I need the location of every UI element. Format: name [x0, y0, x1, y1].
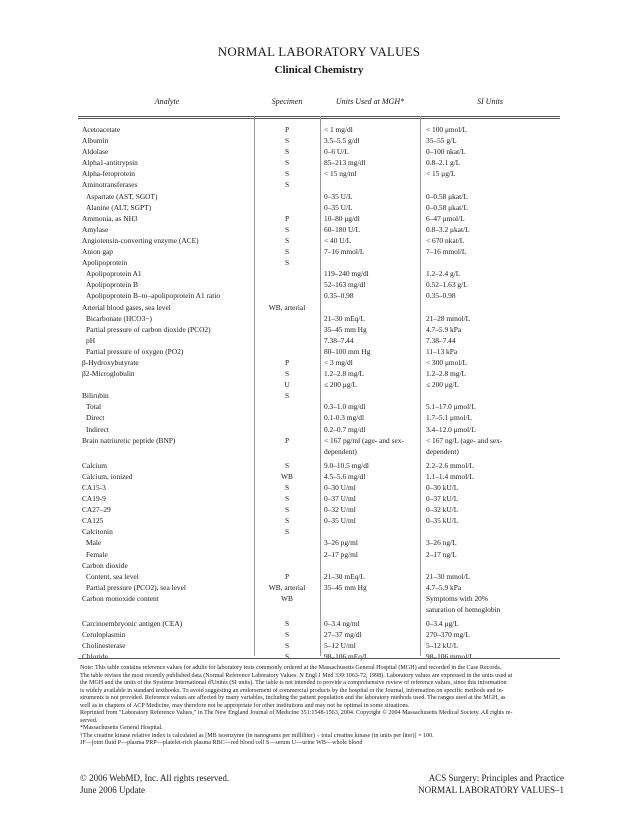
mgh-units-cell: 4.5–5.6 mg/dl	[324, 471, 366, 481]
table-row	[80, 424, 560, 435]
analyte-cell: Female	[86, 549, 108, 559]
table-row	[80, 471, 560, 482]
analyte-cell: Carbon monoxide content	[82, 593, 159, 603]
note-line: served.	[80, 717, 98, 724]
specimen-cell: S	[284, 494, 290, 504]
specimen-cell: S	[284, 483, 290, 492]
analyte-cell: Acetoacetate	[82, 125, 121, 134]
si-units-cell: 98–106 mmol/L	[426, 652, 474, 662]
analyte-cell: Bilirubin	[82, 391, 109, 401]
mgh-units-cell: 35–45 mm Hg	[324, 324, 367, 334]
analyte-cell: Indirect	[86, 424, 109, 434]
table-row	[80, 582, 560, 593]
specimen-cell: P	[284, 125, 290, 134]
mgh-units-cell: < 167 pg/ml (age- and sex-	[324, 435, 404, 445]
analyte-cell: Alpha-fetoprotein	[82, 169, 135, 179]
table-row	[80, 257, 560, 268]
note-line: JF—joint fluid P—plasma PRP—platelet-rich plasma RBC—red blood cell S—serum U—urine WB—whole blood	[80, 740, 363, 746]
lab-values-table	[80, 124, 560, 663]
mgh-units-cell: 0–37 U/ml	[324, 494, 356, 504]
specimen-cell: S	[284, 180, 290, 190]
header-rule-bottom	[78, 118, 560, 119]
copyright-text: © 2006 WebMD, Inc. All rights reserved.	[80, 773, 230, 783]
note-line: the MGH and the units of the Système International d'Unités (SI units). The table is not intended to provide a comprehensive review of reference values, since this information	[80, 680, 507, 686]
section-title: Clinical Chemistry	[274, 64, 364, 76]
mgh-units-cell: 3.5–5.5 g/dl	[324, 136, 360, 146]
table-row	[80, 640, 560, 651]
analyte-cell: Aspartate (AST, SGOT)	[86, 191, 158, 201]
table-row	[80, 593, 560, 604]
analyte-cell: Alanine (ALT, SGPT)	[86, 202, 152, 212]
si-units-cell: 3–26 ng/L	[426, 538, 457, 548]
analyte-cell: Partial pressure (PCO2), sea level	[86, 582, 186, 592]
si-units-cell: 0–100 nkat/L	[426, 147, 466, 157]
si-units-cell: 1.2–2.8 mg/L	[426, 369, 467, 379]
specimen-cell: S	[284, 158, 290, 168]
si-units-cell	[420, 302, 560, 313]
table-row	[80, 379, 560, 390]
table-row	[80, 302, 560, 313]
mgh-units-cell: 21–30 mEq/L	[324, 313, 365, 323]
analyte-cell: Cholinesterase	[82, 641, 126, 651]
mgh-units-cell: 7–16 mmol/L	[324, 247, 365, 257]
mgh-units-cell: 7.38–7.44	[324, 335, 354, 345]
si-units-cell: 1.1–1.4 mmol/L	[426, 471, 474, 481]
table-row	[80, 168, 560, 179]
mgh-units-cell: 119–240 mg/dl	[324, 269, 369, 279]
specimen-cell	[254, 560, 320, 571]
analyte-cell: Carbon dioxide	[82, 560, 128, 570]
mgh-units-cell: < 3 mg/dl	[324, 357, 353, 367]
mgh-units-cell: 3–26 pg/ml	[324, 538, 358, 548]
analyte-cell: Arterial blood gases, sea level	[82, 302, 171, 312]
si-units-cell: dependent)	[426, 446, 459, 456]
si-units-cell: < 167 ng/L (age- and sex-	[426, 435, 503, 445]
specimen-cell: WB, arterial	[268, 302, 306, 312]
specimen-cell	[254, 401, 320, 412]
si-units-cell	[420, 526, 560, 537]
specimen-cell: S	[284, 505, 290, 515]
table-row	[80, 571, 560, 582]
si-units-cell: 3.4–12.0 μmol/L	[426, 424, 476, 434]
si-units-cell: 6–47 μmol/L	[426, 213, 465, 223]
note-line: well as in chapters of ACP Medicine, may therefore not be appropriate for other institutions and may not be optimal in some situations.	[80, 702, 410, 709]
specimen-cell: P	[284, 571, 290, 581]
specimen-cell: S	[284, 641, 290, 651]
analyte-cell: Male	[86, 538, 102, 548]
analyte-cell: Carcinoembryonic antigen (CEA)	[82, 619, 183, 629]
mgh-units-cell: 35–45 mm Hg	[324, 582, 367, 592]
page-title: NORMAL LABORATORY VALUES	[217, 44, 421, 59]
mgh-units-cell	[320, 526, 420, 537]
specimen-cell	[254, 424, 320, 435]
specimen-cell	[254, 202, 320, 213]
mgh-units-cell: < 1 mg/dl	[324, 125, 353, 134]
si-units-cell	[420, 560, 560, 571]
footer-left	[80, 772, 229, 796]
mgh-units-cell: 2–17 pg/ml	[324, 549, 358, 559]
book-title: ACS Surgery: Principles and Practice	[428, 773, 564, 783]
analyte-cell	[80, 446, 254, 457]
specimen-cell	[254, 446, 320, 457]
si-units-cell: 1.7–5.1 μmol/L	[426, 413, 473, 423]
si-units-cell: 35–55 g/L	[426, 136, 457, 146]
table-row	[80, 537, 560, 548]
specimen-cell: S	[284, 527, 290, 537]
si-units-cell: 0–30 kU/L	[426, 483, 459, 492]
si-units-cell: 4.7–5.9 kPa	[426, 582, 462, 592]
table-row	[80, 515, 560, 526]
table-row	[80, 493, 560, 504]
analyte-cell: CA27–29	[82, 505, 111, 515]
specimen-cell: S	[284, 652, 290, 662]
specimen-cell: WB	[281, 593, 293, 603]
table-row	[80, 224, 560, 235]
table-row	[80, 279, 560, 290]
specimen-cell	[254, 290, 320, 301]
table-row	[80, 124, 560, 135]
mgh-units-cell: 0–6 U/L	[324, 147, 349, 157]
mgh-units-cell: 21–30 mEq/L	[324, 571, 365, 581]
table-row	[80, 268, 560, 279]
mgh-units-cell: 5–12 U/ml	[324, 641, 356, 651]
si-units-cell: 0–3.4 μg/L	[426, 619, 459, 629]
note-line: Note: This table contains reference values for adults for laboratory tests commonly ordered at the Massachusetts General Hospital (MGH) and recorded in the Case Records.	[80, 665, 502, 671]
si-units-cell	[420, 179, 560, 190]
analyte-cell: Calcium, ionized	[82, 471, 133, 481]
si-units-cell: 0.52–1.63 g/L	[426, 280, 468, 290]
note-line: †The creatine kinase relative index is calculated as [MB isoenzyme (in nanograms per milliliter) ÷ total creatine kinase (in units per liter)] × 100.	[80, 732, 434, 739]
si-units-cell: 5–12 kU/L	[426, 641, 459, 651]
analyte-cell: β2-Microglobulin	[82, 369, 135, 379]
analyte-cell	[80, 604, 254, 615]
si-units-cell: ≤ 200 μg/L	[426, 380, 460, 390]
column-header-mgh-units: Units Used at MGH*	[335, 97, 405, 106]
mgh-units-cell: 0.2–0.7 mg/dl	[324, 424, 366, 434]
table-row	[80, 560, 560, 571]
mgh-units-cell: 0–35 U/ml	[324, 516, 356, 526]
analyte-cell: Apolipoprotein B–to–apolipoprotein A1 ratio	[86, 291, 221, 301]
analyte-cell: Brain natriuretic peptide (BNP)	[82, 435, 176, 445]
si-units-cell: saturation of hemoglobin	[426, 605, 501, 615]
table-row	[80, 618, 560, 629]
column-header-analyte: Analyte	[154, 97, 180, 106]
analyte-cell: Amylase	[82, 224, 109, 234]
table-row	[80, 135, 560, 146]
analyte-cell: pH	[86, 335, 96, 345]
mgh-units-cell	[320, 302, 420, 313]
table-row	[80, 191, 560, 202]
analyte-cell: Calcium	[82, 460, 108, 470]
note-line: struments is not provided. Reference values are affected by many variables, including the patient population and the laboratory methods used. The ranges used at the MGH, as	[80, 695, 506, 701]
specimen-cell	[254, 412, 320, 423]
si-units-cell: 1.2–2.4 g/L	[426, 269, 461, 279]
table-row	[80, 357, 560, 368]
column-header-si-units: SI Units	[477, 97, 503, 106]
table-row	[80, 313, 560, 324]
table-row	[80, 629, 560, 640]
analyte-cell: Partial pressure of carbon dioxide (PCO2)	[86, 324, 211, 334]
si-units-cell: 0–35 kU/L	[426, 516, 459, 526]
specimen-cell	[254, 549, 320, 560]
specimen-cell	[254, 335, 320, 346]
specimen-cell: P	[284, 435, 290, 445]
table-row	[80, 290, 560, 301]
mgh-units-cell: 0–35 U/L	[324, 202, 353, 212]
si-units-cell: 270–370 mg/L	[426, 630, 470, 640]
mgh-units-cell: 60–180 U/L	[324, 224, 360, 234]
note-line: Reprinted from "Laboratory Reference Values," in The New England Journal of Medicine 351:1548-1563, 2004. Copyright © 2004 Massachusetts Medical Society. All rights re-	[80, 710, 513, 716]
si-units-cell: 2.2–2.6 mmol/L	[426, 460, 474, 470]
analyte-cell: Albumin	[82, 136, 109, 146]
table-row	[80, 412, 560, 423]
table-row	[80, 335, 560, 346]
mgh-units-cell: 1.2–2.8 mg/L	[324, 369, 365, 379]
analyte-cell: Aminotransferases	[82, 180, 138, 190]
mgh-units-cell: 27–37 mg/dl	[324, 630, 362, 640]
mgh-units-cell: 0–32 U/ml	[324, 505, 356, 515]
specimen-cell	[254, 537, 320, 548]
mgh-units-cell: 0–30 U/ml	[324, 483, 356, 492]
si-units-cell	[420, 390, 560, 401]
analyte-cell: Direct	[86, 413, 105, 423]
si-units-cell: < 300 μmol/L	[426, 357, 467, 367]
si-units-cell: 0.8–2.1 g/L	[426, 158, 461, 168]
update-text: June 2006 Update	[80, 785, 145, 795]
si-units-cell: 11–13 kPa	[426, 346, 458, 356]
analyte-cell: Apolipoprotein A1	[86, 269, 142, 279]
specimen-cell	[254, 324, 320, 335]
si-units-cell: 5.1–17.0 μmol/L	[426, 402, 476, 412]
mgh-units-cell	[320, 179, 420, 190]
table-row	[80, 460, 560, 471]
specimen-cell: S	[284, 247, 290, 257]
mgh-units-cell	[320, 604, 420, 615]
analyte-cell: Ammonia, as NH3	[82, 213, 138, 223]
specimen-cell: S	[284, 516, 290, 526]
si-units-cell: < 670 nkat/L	[426, 235, 465, 245]
analyte-cell: Alpha1-antitrypsin	[82, 158, 138, 168]
table-row	[80, 157, 560, 168]
si-units-cell: 0–0.58 μkat/L	[426, 191, 468, 201]
header-rule-top	[78, 116, 560, 117]
table-row	[80, 179, 560, 190]
si-units-cell: 0–0.58 μkat/L	[426, 202, 468, 212]
specimen-cell: P	[284, 357, 290, 367]
mgh-units-cell: dependent)	[324, 446, 357, 456]
si-units-cell: 2–17 ng/L	[426, 549, 457, 559]
specimen-cell: S	[284, 136, 290, 146]
table-row	[80, 435, 560, 446]
analyte-cell: CA19-9	[82, 494, 106, 504]
specimen-cell	[254, 604, 320, 615]
si-units-cell: 21–28 mmol/L	[426, 313, 471, 323]
analyte-cell: Chloride	[82, 652, 108, 662]
mgh-units-cell: 0.1-0.3 mg/dl	[324, 413, 365, 423]
mgh-units-cell: < 15 ng/ml	[324, 169, 357, 179]
analyte-cell: Angiotensin-converting enzyme (ACE)	[82, 235, 199, 245]
si-units-cell: 0.35–0.98	[426, 291, 456, 301]
mgh-units-cell: < 40 U/L	[324, 235, 352, 245]
table-row	[80, 213, 560, 224]
note-line: is widely available in standard textbooks. To avoid suggesting an endorsement of commercial products by the hospital or the Journal, information on specific methods and in-	[80, 687, 504, 694]
si-units-cell	[420, 257, 560, 268]
si-units-cell: 7.38–7.44	[426, 335, 456, 345]
specimen-cell: U	[284, 380, 290, 390]
analyte-cell: Calcitonin	[82, 527, 113, 537]
specimen-cell: S	[284, 630, 290, 640]
chapter-page: NORMAL LABORATORY VALUES–1	[418, 785, 564, 795]
specimen-cell: S	[284, 258, 290, 268]
table-row	[80, 651, 560, 662]
analyte-cell: β-Hydroxybutyrate	[82, 357, 139, 367]
column-header-specimen: Specimen	[271, 97, 303, 106]
footer-right	[418, 772, 564, 796]
analyte-cell: CA125	[82, 516, 104, 526]
table-bottom-rule	[78, 658, 560, 659]
mgh-units-cell: 10–80 μg/dl	[324, 213, 360, 223]
table-row	[80, 446, 560, 457]
table-row	[80, 482, 560, 493]
analyte-cell: Apolipoprotein	[82, 258, 128, 268]
si-units-cell: Symptoms with 20%	[426, 593, 489, 603]
analyte-cell: Anion gap	[82, 247, 113, 257]
specimen-cell: S	[284, 619, 290, 629]
table-row	[80, 235, 560, 246]
specimen-cell	[254, 191, 320, 202]
specimen-cell: S	[284, 169, 290, 179]
specimen-cell: P	[284, 213, 290, 223]
mgh-units-cell: 80–100 mm Hg	[324, 346, 371, 356]
note-line: *Massachusetts General Hospital.	[80, 725, 163, 731]
si-units-cell: 0–37 kU/L	[426, 494, 459, 504]
mgh-units-cell: 9.0–10.5 mg/dl	[324, 460, 369, 470]
specimen-cell: S	[284, 460, 290, 470]
mgh-units-cell: 0.35–0.98	[324, 291, 354, 301]
analyte-cell: Aldolase	[82, 147, 109, 157]
si-units-cell: < 15 μg/L	[426, 169, 456, 179]
specimen-cell: S	[284, 224, 290, 234]
analyte-cell: Bicarbonate (HCO3−)	[86, 313, 152, 323]
analyte-cell	[80, 379, 254, 390]
si-units-cell: 0–32 kU/L	[426, 505, 459, 515]
mgh-units-cell: 98–106 mEq/L	[324, 652, 369, 662]
analyte-cell: Ceruloplasmin	[82, 630, 126, 640]
mgh-units-cell: 52–163 mg/dl	[324, 280, 366, 290]
mgh-units-cell	[320, 560, 420, 571]
si-units-cell: 21–30 mmol/L	[426, 571, 471, 581]
note-line: The table revises the most recently published data (Normal Reference Laboratory Values. N Engl J Med 339:1063-72, 1998). Laboratory values are expressed in the units used at	[80, 672, 513, 679]
table-row	[80, 549, 560, 560]
si-units-cell: < 100 μmol/L	[426, 125, 467, 134]
mgh-units-cell	[320, 257, 420, 268]
mgh-units-cell: 85–213 mg/dl	[324, 158, 366, 168]
si-units-cell: 7–16 mmol/L	[426, 247, 467, 257]
specimen-cell: S	[284, 391, 290, 401]
mgh-units-cell	[320, 390, 420, 401]
analyte-cell: CA15-3	[82, 483, 106, 492]
table-row	[80, 146, 560, 157]
table-notes	[80, 665, 564, 748]
specimen-cell	[254, 279, 320, 290]
table-row	[80, 390, 560, 401]
si-units-cell: 4.7–5.9 kPa	[426, 324, 462, 334]
specimen-cell	[254, 313, 320, 324]
mgh-units-cell: 0.3–1.0 mg/dl	[324, 402, 366, 412]
analyte-cell: Apolipoprotein B	[86, 280, 138, 290]
specimen-cell: S	[284, 235, 290, 245]
specimen-cell: WB, arterial	[268, 582, 306, 592]
table-row	[80, 368, 560, 379]
analyte-cell: Content, sea level	[86, 571, 139, 581]
table-row	[80, 604, 560, 615]
analyte-cell: Partial pressure of oxygen (PO2)	[86, 346, 184, 356]
si-units-cell: 0.8–3.2 μkat/L	[426, 224, 470, 234]
specimen-cell: WB	[281, 471, 293, 481]
analyte-cell: Total	[86, 402, 102, 412]
specimen-cell	[254, 346, 320, 357]
mgh-units-cell	[320, 593, 420, 604]
mgh-units-cell: ≤ 200 μg/L	[324, 380, 358, 390]
table-row	[80, 324, 560, 335]
specimen-cell: S	[284, 369, 290, 379]
mgh-units-cell: 0–3.4 ng/ml	[324, 619, 360, 629]
specimen-cell: S	[284, 147, 290, 157]
table-row	[80, 246, 560, 257]
mgh-units-cell: 0–35 U/L	[324, 191, 353, 201]
table-row	[80, 526, 560, 537]
table-row	[80, 504, 560, 515]
table-row	[80, 346, 560, 357]
table-row	[80, 401, 560, 412]
table-row	[80, 202, 560, 213]
specimen-cell	[254, 268, 320, 279]
